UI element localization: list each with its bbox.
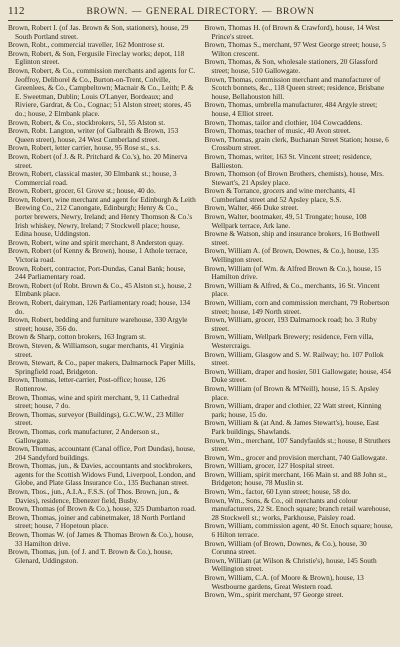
directory-entry: Brown, Robert (of Robt. Brown & Co., 45 Alston st.), house, 2 Elmbank place. <box>8 280 192 299</box>
directory-entry: Brown, Thomas, joiner and cabinetmaker, 18 North Portland street; house, 7 Hopetoun place. <box>8 512 186 531</box>
directory-entry: Brown, Robert, grocer, 61 Grove st.; house, 40 do. <box>8 186 156 196</box>
directory-entry: Brown, Thomas (of Brown & Co.), house, 325 Dumbarton road. <box>8 504 196 514</box>
running-head-left: BROWN. <box>86 7 128 17</box>
directory-entry: Brown, William & Alfred, & Co., merchants, 16 St. Vincent place. <box>204 280 380 299</box>
directory-entry: Brown, Thomson (of Brown Brothers, chemists), house, Mrs. Stewart's, 21 Apsley place. <box>204 169 384 187</box>
directory-entry: Brown, William, spirit merchant, 166 Main st. and 88 John st., Bridgeton; house, 78 Muslin st. <box>204 469 387 488</box>
running-head-right: BROWN <box>276 7 315 17</box>
directory-entry: Brown, Robert, & Son, Fergusile Fireclay works; depot, 118 Eglinton street. <box>8 48 185 67</box>
directory-entry: Brown, Thomas, & Son, wholesale stationers, 20 Glassford street; house, 510 Gallowgate. <box>204 57 378 75</box>
directory-entry: Brown, William, Glasgow and S. W. Railway; ho. 107 Pollok street. <box>204 349 384 368</box>
directory-entry: Brown, William (of Brown & M'Neill), house, 15 S. Apsley place. <box>204 383 380 402</box>
directory-entry: Brown, Thomas, writer, 163 St. Vincent street; residence, Ballieston. <box>204 151 372 170</box>
directory-entry: Brown, Steven, & Williamson, sugar merchants, 41 Virginia street. <box>8 340 184 359</box>
directory-entry: Brown, Robert I. (of Jas. Brown & Son, stationers), house, 29 South Portland street. <box>8 23 189 41</box>
directory-columns <box>8 24 393 600</box>
directory-entry: Brown, Robert (of Kenny & Brown), house, 1 Athole terrace, Victoria road. <box>8 246 188 265</box>
directory-entry: Brown, Robert, contractor, Port-Dundas, Canal Bank; house, 244 Parliamentary road. <box>8 263 186 282</box>
directory-entry: Brown, Robert, bedding and furniture warehouse, 330 Argyle street; house, 356 do. <box>8 315 188 333</box>
directory-entry: Browne & Watson, ship and insurance brokers, 16 Bothwell street. <box>204 229 380 247</box>
directory-entry: Brown, Thos., jun., A.I.A., F.S.S. (of Thos. Brown, jun., & Davies), residence, Ebenezer field, Busby. <box>8 487 180 505</box>
directory-entry: Brown, Thomas, grain clerk, Buchanan Street Station; house, 6 Crossburn street. <box>204 134 389 153</box>
left-column <box>8 24 197 600</box>
directory-entry: Brown, William, grocer, 127 Hospital street. <box>204 461 335 471</box>
directory-entry: Brown, Robt., commercial traveller, 162 Montrose st. <box>8 40 165 50</box>
directory-entry: Brown, Robert, classical master, 30 Elmbank st.; house, 3 Commercial road. <box>8 169 177 187</box>
running-head: BROWN. — GENERAL DIRECTORY. — BROWN <box>86 7 315 17</box>
directory-entry: Brown, Wm., Sons, & Co., oil merchants and colour manufacturers, 22 St. Enoch square; branch retail warehouse, 28 Stockwell st.; works, Parkhouse, Paisley road. <box>204 495 391 522</box>
directory-entry: Brown, Robert, dairyman, 126 Parliamentary road; house, 134 do. <box>8 298 191 316</box>
directory-entry: Brown, Thomas, commission merchant and manufacturer of Scotch bonnets, &c., 118 Queen street; residence, Brisbane house, Bellahouston hill. <box>204 74 385 101</box>
page-number: 112 <box>8 5 25 17</box>
directory-entry: Brown, Thomas, umbrella manufacturer, 484 Argyle street; house, 4 Elliot street. <box>204 100 378 118</box>
directory-entry: Brown, Stewart, & Co., paper makers, Dalmarnock Paper Mills, Springfield road, Bridgeton. <box>8 358 196 376</box>
directory-entry: Brown, Thomas, accountant (Canal office, Port Dundas), house, 204 Sandyford buildings. <box>8 444 195 462</box>
directory-entry: Brown, William, grocer, 193 Dalmarnock road; ho. 3 Ruby street. <box>204 315 377 333</box>
directory-entry: Brown, William (of Wm. & Alfred Brown & Co.), house, 15 Hamilton drive. <box>204 263 382 282</box>
running-head-center: GENERAL DIRECTORY. <box>146 7 258 17</box>
directory-entry: Brown, Walter, bootmaker, 49, 51 Trongate; house, 108 Wellpark terrace, Ark lane. <box>204 212 367 230</box>
directory-entry: Brown, Robert, & Co., commission merchants and agents for C. Jeoffroy, Deliborel & Co., Burton-on-Trent, Colville, Greenlees, & Co., Campbeltown; Macnair & Co., Leith; P. & E. Sweetman, Dublin; Louis O'Lanyer, Bordeaux; and Riviere, Gardrat, & Co., Cognac; 51 Alston street; stores, 45 do.; house, 2 Elmbank place. <box>8 65 196 118</box>
directory-entry: Brown, Thomas, tailor and clothier, 104 Cowcaddens. <box>204 117 363 127</box>
directory-entry: Brown, William, Wellpark Brewery; residence, Fern villa, Westercraigs. <box>204 332 374 350</box>
directory-entry: Brown, William (at Wilson & Christie's), house, 145 South Wellington street. <box>204 555 377 574</box>
directory-entry: Brown, William, C.A. (of Moore & Brown), house, 13 Westbourne gardens, Great Western road. <box>204 573 364 591</box>
directory-entry: Brown, Thomas, surveyor (Buildings), G.C.W.W., 23 Miller street. <box>8 409 184 428</box>
directory-entry: Brown, Thomas W. (of James & Thomas Brown & Co.), house, 33 Hamilton drive. <box>8 530 194 548</box>
directory-entry: Brown, William, draper and hosier, 501 Gallowgate; house, 454 Duke street. <box>204 366 392 385</box>
directory-entry: Brown, Thomas, letter-carrier, Post-office; house, 126 Rottenrow. <box>8 375 166 393</box>
directory-entry: Brown, Walter, 466 Duke street. <box>204 203 299 213</box>
directory-entry: Brown, Wm., spirit merchant, 97 George street. <box>204 590 344 600</box>
directory-entry: Brown, Thomas, wine and spirit merchant, 9, 11 Cathedral street; house, 7 do. <box>8 392 180 411</box>
directory-entry: Brown, Thomas, teacher of music, 40 Avon street. <box>204 126 351 136</box>
directory-entry: Brown & Sharp, cotton brokers, 163 Ingram st. <box>8 332 146 342</box>
directory-entry: Brown & Torrance, grocers and wine merchants, 41 Cumberland street and 52 Apsley place, S.S. <box>204 186 356 204</box>
directory-entry: Brown, Thomas H. (of Brown & Crawford), house, 14 West Prince's street. <box>204 23 380 41</box>
directory-entry: Brown, Robt. Langton, writer (of Galbraith & Brown, 153 Queen street), house, 24 West Cumberland street. <box>8 126 179 144</box>
directory-entry: Brown, William, commission agent, 40 St. Enoch square; house, 6 Hilton terrace. <box>204 521 393 540</box>
directory-entry: Brown, Robert (of J. & R. Pritchard & Co.'s), ho. 20 Minerva street. <box>8 151 188 170</box>
directory-entry: Brown, William A. (of Brown, Downes, & Co.), house, 135 Wellington street. <box>204 246 379 265</box>
directory-entry: Brown, Thomas S., merchant, 97 West George street; house, 5 Wilton crescent. <box>204 40 386 58</box>
directory-entry: Brown, Robert, & Co., stockbrokers, 51, 55 Alston st. <box>8 117 166 127</box>
directory-entry: Brown, Robert, wine and spirit merchant, 8 Anderston quay. <box>8 237 184 247</box>
directory-entry: Brown, Robert, letter carrier, house, 95 Rose st., s.s. <box>8 143 161 153</box>
directory-entry: Brown, Wm., merchant, 107 Sandyfaulds st.; house, 8 Struthers street. <box>204 435 391 454</box>
directory-entry: Brown, William (of Brown, Downes, & Co.), house, 30 Corunna street. <box>204 538 367 557</box>
directory-entry: Brown, William, corn and commission merchant, 79 Robertson street; house, 149 North street. <box>204 298 390 316</box>
header-rule <box>8 20 393 21</box>
directory-entry: Brown, Wm., grocer and provision merchant, 740 Gallowgate. <box>204 452 388 462</box>
directory-entry: Brown, William & (at And. & James Stewart's), house, East Park buildings, Shawlands. <box>204 418 380 436</box>
directory-entry: Brown, Thomas, cork manufacturer, 2 Anderson st., Gallowgate. <box>8 426 160 445</box>
directory-entry: Brown, Thomas, jun. (of J. and T. Brown & Co.), house, Glenard, Uddingston. <box>8 547 173 565</box>
right-column <box>205 24 394 600</box>
directory-entry: Brown, Thomas, jun., & Davies, accountants and stockbrokers, agents for the Scottish Widows Fund, Liverpool, London, and Globe, and Plate Glass Insurance Co., 135 Buchanan street. <box>8 461 196 488</box>
page-header <box>8 5 393 18</box>
directory-entry: Brown, Wm., factor, 60 Lynn street; house, 58 do. <box>204 487 351 497</box>
directory-entry: Brown, Robert, wine merchant and agent for Edinburgh & Leith Brewing Co., 212 Canongate, Edinburgh; Henry & Co., porter brewers, Newry, Ireland; and Henry Thomson & Co.'s Irish whiskey, Newry, Ireland; 7 Stockwell place; house, Edina house, Uddingston. <box>8 194 196 239</box>
directory-entry: Brown, William, draper and clothier, 22 Watt street, Kinning park; house, 15 do. <box>204 401 382 419</box>
